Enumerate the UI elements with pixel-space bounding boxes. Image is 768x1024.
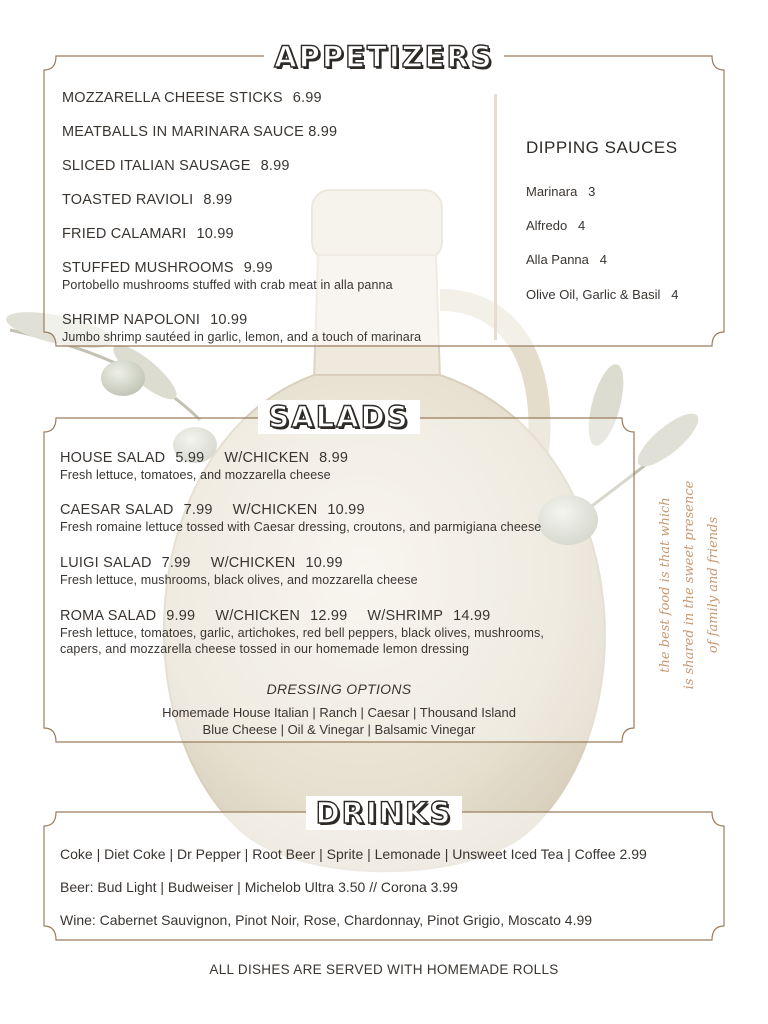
drinks-line: Wine: Cabernet Sauvignon, Pinot Noir, Rose, Chardonnay, Pinot Grigio, Moscato 4.99 [60, 912, 593, 928]
appetizers-heading: APPETIZERS [42, 40, 726, 74]
sauce-item: Olive Oil, Garlic & Basil 4 [526, 287, 679, 302]
item-option-price: 8.99 [319, 450, 349, 466]
item-price: 6.99 [292, 90, 322, 106]
salad-item [60, 450, 348, 482]
item-price: 9.99 [243, 260, 273, 276]
item-price: 5.99 [175, 450, 205, 466]
item-price: 8.99 [260, 158, 290, 174]
dipping-sauces-title: DIPPING SAUCES [526, 138, 678, 157]
sauce-item: Alla Panna 4 [526, 252, 607, 267]
item-description: Fresh lettuce, mushrooms, black olives, and mozzarella cheese [60, 573, 418, 587]
salad-item [60, 502, 541, 534]
item-name: CAESAR SALAD [60, 502, 174, 518]
item-price: 7.99 [161, 555, 191, 571]
item-option-price: 12.99 [310, 608, 348, 624]
item-name: SLICED ITALIAN SAUSAGE [62, 158, 251, 174]
item-option: W/CHICKEN [215, 608, 301, 624]
left-olive [101, 360, 145, 396]
item-description: Fresh lettuce, tomatoes, garlic, artichokes, red bell peppers, black olives, mushrooms, [60, 626, 544, 640]
item-price: 9.99 [166, 608, 196, 624]
quote-line: is shared in the sweet presence [682, 480, 697, 690]
item-description: Fresh romaine lettuce tossed with Caesar dressing, croutons, and parmigiana cheese [60, 520, 542, 534]
item-option-price: 10.99 [327, 502, 365, 518]
drinks-line: Coke | Diet Coke | Dr Pepper | Root Beer | Sprite | Lemonade | Unsweet Iced Tea | Coffee 2.99 [60, 846, 647, 862]
item-name: MEATBALLS IN MARINARA SAUCE [62, 124, 305, 140]
salads-heading: SALADS [42, 400, 636, 434]
item-option: W/CHICKEN [210, 555, 296, 571]
item-name: SHRIMP NAPOLONI [62, 312, 201, 328]
appetizer-item [62, 124, 337, 140]
item-name: HOUSE SALAD [60, 450, 166, 466]
salads-panel [42, 400, 636, 760]
drinks-line: Beer: Bud Light | Budweiser | Michelob Ultra 3.50 // Corona 3.99 [60, 879, 458, 895]
drinks-panel [42, 794, 726, 954]
script-quote [654, 420, 726, 750]
item-option-price: 10.99 [305, 555, 343, 571]
item-option: W/CHICKEN [224, 450, 310, 466]
item-description: Jumbo shrimp sautéed in garlic, lemon, and a touch of marinara [62, 330, 422, 344]
item-name: TOASTED RAVIOLI [62, 192, 194, 208]
item-name: STUFFED MUSHROOMS [62, 260, 234, 276]
dressing-options-title: DRESSING OPTIONS [266, 681, 412, 697]
item-option-price: 14.99 [453, 608, 491, 624]
appetizer-item [62, 312, 421, 344]
item-price: 8.99 [308, 124, 338, 140]
dressing-options-line: Homemade House Italian | Ranch | Caesar | Thousand Island [162, 705, 516, 720]
item-name: MOZZARELLA CHEESE STICKS [62, 90, 283, 106]
appetizer-item [62, 260, 393, 292]
dressing-options-line: Blue Cheese | Oil & Vinegar | Balsamic Vinegar [202, 722, 476, 737]
item-name: FRIED CALAMARI [62, 226, 187, 242]
salad-item [60, 608, 544, 656]
item-price: 10.99 [210, 312, 248, 328]
item-description: Fresh lettuce, tomatoes, and mozzarella cheese [60, 468, 331, 482]
item-price: 7.99 [183, 502, 213, 518]
footer-note: ALL DISHES ARE SERVED WITH HOMEMADE ROLLS [209, 962, 559, 977]
item-name: LUIGI SALAD [60, 555, 152, 571]
appetizers-panel [42, 38, 726, 364]
item-option: W/CHICKEN [232, 502, 318, 518]
item-description: Portobello mushrooms stuffed with crab meat in alla panna [62, 278, 393, 292]
appetizer-item [62, 226, 234, 242]
appetizer-item [62, 90, 322, 106]
quote-line: the best food is that which [658, 497, 673, 673]
appetizer-item [62, 158, 290, 174]
item-description: capers, and mozzarella cheese tossed in our homemade lemon dressing [60, 642, 470, 656]
item-name: ROMA SALAD [60, 608, 157, 624]
item-price: 8.99 [203, 192, 233, 208]
sauce-item: Alfredo 4 [526, 218, 586, 233]
drinks-heading: DRINKS [42, 796, 726, 830]
salad-item [60, 555, 418, 587]
quote-line: of family and friends [706, 516, 721, 654]
appetizer-item [62, 192, 232, 208]
sauce-item: Marinara 3 [526, 184, 596, 199]
column-divider [494, 94, 497, 340]
item-option: W/SHRIMP [367, 608, 444, 624]
item-price: 10.99 [196, 226, 234, 242]
